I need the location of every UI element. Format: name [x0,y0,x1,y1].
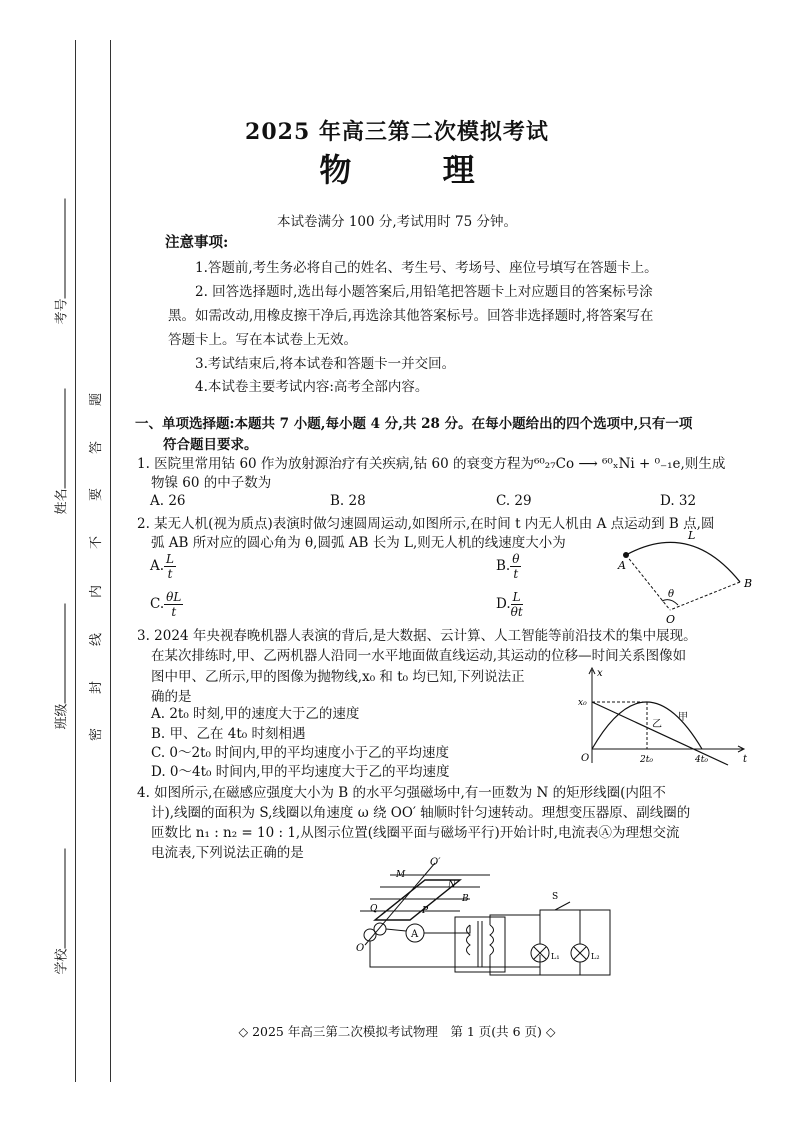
q4-stem-cont: 计),线圈的面积为 S,线圈以角速度 ω 绕 OO′ 轴顺时针匀速转动。理想变压器原、副线圈的 [151,805,691,821]
svg-text:L₂: L₂ [591,952,600,961]
school-field: 学校 [51,845,70,975]
svg-text:θ: θ [668,589,675,600]
q2-stem: 2. 某无人机(视为质点)表演时做匀速圆周运动,如图所示,在时间 t 内无人机由 A 点运动到 B 点,圆 [137,516,715,532]
exam-title: 2025 年高三第二次模拟考试 [245,119,549,145]
q4-stem-cont: 匝数比 n₁ : n₂ = 10 : 1,从图示位置(线圈平面与磁场平行)开始计时,电流表Ⓐ为理想交流 [151,825,680,841]
q2-arc-figure [610,525,770,625]
svg-text:O: O [581,753,590,764]
q2-option-a: A. $\frac{L}{t}$ [150,552,175,581]
notice-line: 1.答题前,考生务必将自己的姓名、考生号、考场号、座位号填写在答题卡上。 [195,260,658,276]
notice-line: 黑。如需改动,用橡皮擦干净后,再选涂其他答案标号。回答非选择题时,将答案写在 [168,308,654,324]
svg-text:M: M [396,870,406,880]
seal-char: 答 [89,440,105,455]
q3-option-d: D. 0～4t₀ 时间内,甲的平均速度大于乙的平均速度 [151,764,450,780]
notice-line: 4.本试卷主要考试内容:高考全部内容。 [195,379,429,395]
svg-text:甲: 甲 [678,712,688,723]
svg-text:L₁: L₁ [551,952,560,961]
q3-option-b: B. 甲、乙在 4t₀ 时刻相遇 [151,726,306,742]
svg-text:L: L [688,529,696,542]
q2-option-c: C. $\frac{\theta L}{t}$ [150,590,182,619]
q3-stem-cont: 确的是 [151,689,192,705]
q4-stem-cont: 电流表,下列说法正确的是 [151,845,304,861]
q1-option-b: B. 28 [330,493,366,509]
seal-char: 密 [89,727,105,742]
seal-line [110,40,111,1082]
q1-option-c: C. 29 [496,493,532,509]
svg-text:x₀: x₀ [578,698,587,708]
q1-option-d: D. 32 [660,493,697,509]
svg-text:乙: 乙 [652,719,662,730]
svg-text:N: N [448,880,456,890]
svg-text:S: S [552,892,559,902]
q3-option-a: A. 2t₀ 时刻,甲的速度大于乙的速度 [151,706,360,722]
q2-option-d: D. $\frac{L}{\theta t}$ [496,590,523,619]
svg-text:O′: O′ [430,857,441,868]
section-heading-cont: 符合题目要求。 [163,437,258,453]
q4-stem: 4. 如图所示,在磁感应强度大小为 B 的水平匀强磁场中,有一匝数为 N 的矩形线圈(内阻不 [137,785,666,801]
notice-heading: 注意事项: [165,234,229,251]
q4-generator-circuit [330,855,620,985]
q2-stem-cont: 弧 AB 所对应的圆心角为 θ,圆弧 AB 长为 L,则无人机的线速度大小为 [151,535,566,551]
page-footer: ◇ 2025 年高三第二次模拟考试物理 第 1 页(共 6 页) ◇ [238,1024,556,1039]
svg-text:Q: Q [370,904,378,914]
seal-char: 内 [89,584,105,599]
notice-line: 3.考试结束后,将本试卷和答题卡一并交回。 [195,356,456,372]
q3-stem-cont: 图中甲、乙所示,甲的图像为抛物线,x₀ 和 t₀ 均已知,下列说法正 [151,669,525,685]
svg-text:B: B [744,577,753,590]
svg-text:O: O [666,613,676,625]
svg-text:2t₀: 2t₀ [640,755,653,765]
name-field: 姓名 [51,385,70,515]
q3-stem-cont: 在某次排练时,甲、乙两机器人沿同一水平地面做直线运动,其运动的位移—时间关系图像如 [151,648,687,664]
class-field: 班级 [51,600,70,730]
margin-line [75,40,76,1082]
notice-line: 2. 回答选择题时,选出每小题答案后,用铅笔把答题卡上对应题目的答案标号涂 [195,284,653,300]
q2-option-b: B. $\frac{\theta}{t}$ [496,552,520,581]
exam-no-field: 考号 [51,195,70,325]
q1-stem: 1. 医院里常用钴 60 作为放射源治疗有关疾病,钴 60 的衰变方程为⁶⁰₂₇Co ⟶ ⁶⁰ₓNi + ⁰₋₁e,则生成 [137,456,726,472]
svg-text:P: P [422,906,429,916]
seal-char: 不 [89,535,105,550]
q3-xt-graph [578,665,758,775]
seal-char: 题 [89,392,105,407]
notice-line: 答题卡上。写在本试卷上无效。 [168,332,357,348]
svg-text:4t₀: 4t₀ [695,755,708,765]
svg-text:A: A [618,559,626,572]
svg-text:A: A [411,929,419,940]
section-heading: 一、单项选择题:本题共 7 小题,每小题 4 分,共 28 分。在每小题给出的四个选项中,只有一项 [135,416,693,432]
svg-text:x: x [597,668,603,679]
q1-option-a: A. 26 [150,493,186,509]
exam-info: 本试卷满分 100 分,考试用时 75 分钟。 [277,214,517,230]
svg-text:O: O [356,943,365,954]
seal-char: 要 [89,487,105,502]
q3-option-c: C. 0～2t₀ 时间内,甲的平均速度小于乙的平均速度 [151,745,450,761]
seal-char: 线 [89,632,105,647]
q3-stem: 3. 2024 年央视春晚机器人表演的背后,是大数据、云计算、人工智能等前沿技术的集中展现。 [137,628,697,644]
q1-stem-cont: 物镍 60 的中子数为 [151,475,272,491]
subject-title: 物 理 [319,151,515,189]
svg-text:t: t [743,754,748,765]
svg-text:B: B [462,894,469,904]
seal-char: 封 [89,680,105,695]
